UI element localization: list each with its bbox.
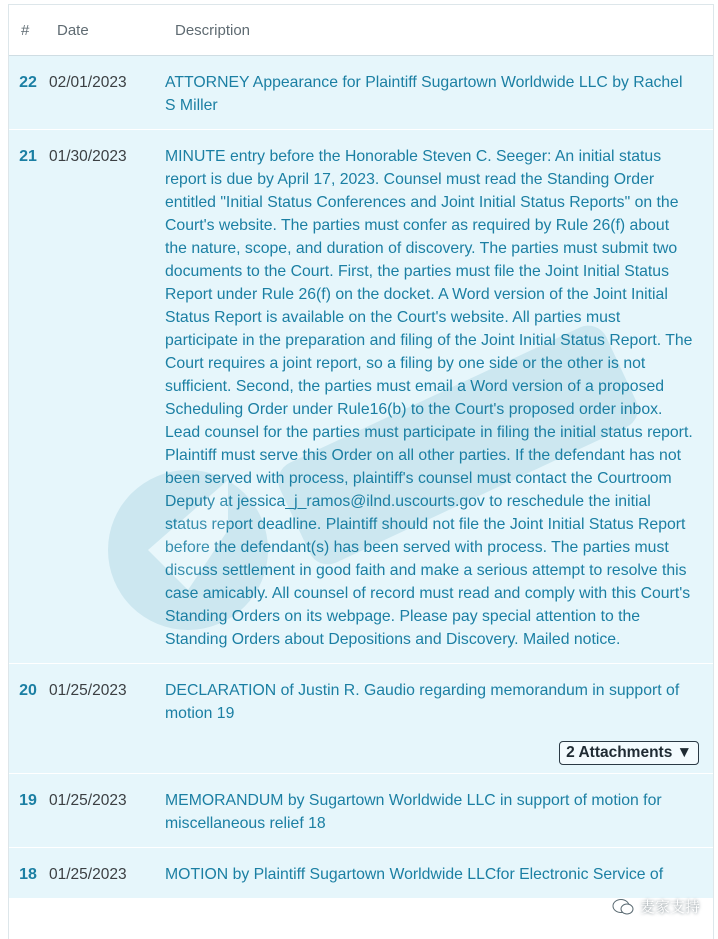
entry-description-link[interactable]: MEMORANDUM by Sugartown Worldwide LLC in support of motion for miscellaneous relief 18 xyxy=(165,789,695,835)
entry-date: 02/01/2023 xyxy=(47,71,165,94)
docket-table xyxy=(8,4,714,939)
header-num: # xyxy=(9,22,47,39)
entry-date: 01/25/2023 xyxy=(47,863,165,886)
entry-description-link[interactable]: ATTORNEY Appearance for Plaintiff Sugartown Worldwide LLC by Rachel S Miller xyxy=(165,71,695,117)
table-row xyxy=(9,130,713,664)
header-date: Date xyxy=(47,22,161,39)
entry-description-link[interactable]: DECLARATION of Justin R. Gaudio regarding memorandum in support of motion 19 xyxy=(165,679,695,725)
table-row xyxy=(9,774,713,848)
attachments-dropdown-button[interactable]: 2 Attachments ▼ xyxy=(559,741,699,765)
entry-date: 01/25/2023 xyxy=(47,789,165,812)
watermark-corner xyxy=(612,896,700,917)
attachments-bar xyxy=(9,729,713,773)
entry-number: 18 xyxy=(9,863,47,886)
table-row-with-attachments xyxy=(9,664,713,774)
table-row xyxy=(9,848,713,899)
entry-number: 21 xyxy=(9,145,47,168)
entry-number: 22 xyxy=(9,71,47,94)
table-row xyxy=(9,664,713,729)
entry-description-link[interactable]: MOTION by Plaintiff Sugartown Worldwide LLCfor Electronic Service of xyxy=(165,863,695,886)
entry-number: 20 xyxy=(9,679,47,702)
chat-bubble-icon xyxy=(612,898,634,916)
watermark-text: 麦家支持 xyxy=(640,896,700,917)
table-header xyxy=(9,4,713,56)
entry-date: 01/30/2023 xyxy=(47,145,165,168)
entry-description-link[interactable]: MINUTE entry before the Honorable Steven C. Seeger: An initial status report is due by April 17, 2023. Counsel must read the Standing Order entitled "Initial Status Conferences and Joint Initial Status Reports" on the Court's website. The parties must confer as required by Rule 26(f) about the nature, scope, and duration of discovery. The parties must submit two documents to the Court. First, the parties must file the Joint Initial Status Report under Rule 26(f) on the docket. A Word version of the Joint Initial Status Report is available on the Court's website. All parties must participate in the preparation and filing of the Joint Initial Status Report. The Court requires a joint report, so a filing by one side or the other is not sufficient. Second, the parties must email a Word version of a proposed Scheduling Order under Rule16(b) to the Court's proposed order inbox. Lead counsel for the parties must participate in filing the initial status report. Plaintiff must serve this Order on all other parties. If the defendant has not been served with process, plaintiff's counsel must contact the Courtroom Deputy at jessica_j_ramos@ilnd.uscourts.gov to reschedule the initial status report deadline. Plaintiff should not file the Joint Initial Status Report before the defendant(s) has been served with process. The parties must discuss settlement in good faith and make a serious attempt to resolve this case amicably. All counsel of record must read and comply with this Court's Standing Orders on its webpage. Please pay special attention to the Standing Orders about Depositions and Discovery. Mailed notice. xyxy=(165,145,695,651)
entry-date: 01/25/2023 xyxy=(47,679,165,702)
header-description: Description xyxy=(161,22,250,39)
entry-number: 19 xyxy=(9,789,47,812)
table-row xyxy=(9,56,713,130)
